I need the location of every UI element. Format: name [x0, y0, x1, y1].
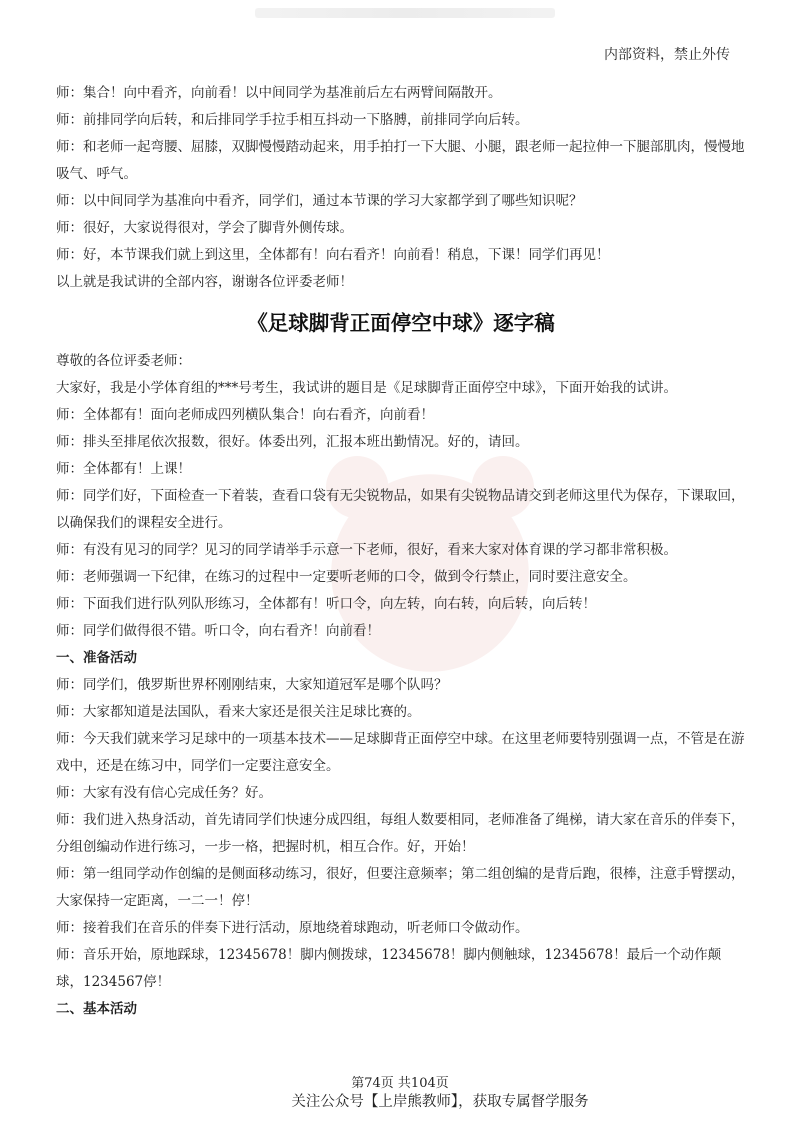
text-line: 师：接着我们在音乐的伴奏下进行活动，原地绕着球跑动，听老师口令做动作。 [56, 920, 529, 936]
text-line: 师：同学们好，下面检查一下着装，查看口袋有无尖锐物品，如果有尖锐物品请交到老师这里代为保存，下课取回，以确保我们的课程安全进行。 [56, 488, 745, 531]
document-body [56, 80, 746, 1023]
text-line: 师：前排同学向后转，和后排同学手拉手相互抖动一下胳膊，前排同学向后转。 [56, 112, 529, 128]
text-line: 以上就是我试讲的全部内容，谢谢各位评委老师！ [56, 274, 353, 290]
text-line: 师：排头至排尾依次报数，很好。体委出列，汇报本班出勤情况。好的，请回。 [56, 434, 529, 450]
text-line: 师：同学们，俄罗斯世界杯刚刚结束，大家知道冠军是哪个队吗？ [56, 677, 448, 693]
page-number: 第74页 共104页 [351, 1076, 449, 1091]
text-line: 尊敬的各位评委老师： [56, 353, 191, 369]
text-line: 师：和老师一起弯腰、屈膝，双脚慢慢踏动起来，用手拍打一下大腿、小腿，跟老师一起拉伸一下腿部肌肉，慢慢地吸气、呼气。 [56, 139, 745, 182]
confidential-note: 内部资料，禁止外传 [604, 47, 730, 63]
section-heading: 一、准备活动 [56, 650, 137, 666]
text-line: 师：今天我们就来学习足球中的一项基本技术——足球脚背正面停空中球。在这里老师要特别强调一点，不管是在游戏中，还是在练习中，同学们一定要注意安全。 [56, 731, 745, 774]
header-blur [255, 8, 555, 18]
text-line: 师：好，本节课我们就上到这里，全体都有！向右看齐！向前看！稍息，下课！同学们再见！ [56, 247, 610, 263]
text-line: 师：同学们做得很不错。听口令，向右看齐！向前看！ [56, 623, 380, 639]
text-line: 师：第一组同学动作创编的是侧面移动练习，很好，但要注意频率；第二组创编的是背后跑，很棒，注意手臂摆动，大家保持一定距离，一二一！停！ [56, 866, 745, 909]
text-line: 师：下面我们进行队列队形练习，全体都有！听口令，向左转，向右转，向后转，向后转！ [56, 596, 596, 612]
document-title: 《足球脚背正面停空中球》逐字稿 [247, 311, 555, 335]
promo-text: 关注公众号【上岸熊教师】，获取专属督学服务 [291, 1094, 589, 1110]
text-line: 大家好，我是小学体育组的***号考生，我试讲的题目是《足球脚背正面停空中球》，下面开始我的试讲。 [56, 380, 677, 396]
text-line: 师：老师强调一下纪律，在练习的过程中一定要听老师的口令，做到令行禁止，同时要注意安全。 [56, 569, 637, 585]
text-line: 师：我们进入热身活动，首先请同学们快速分成四组，每组人数要相同，老师准备了绳梯，请大家在音乐的伴奏下，分组创编动作进行练习，一步一格，把握时机，相互合作。好，开始！ [56, 812, 745, 855]
text-line: 师：很好，大家说得很对，学会了脚背外侧传球。 [56, 220, 353, 236]
text-line: 师：大家有没有信心完成任务？好。 [56, 785, 272, 801]
text-line: 师：以中间同学为基准向中看齐，同学们，通过本节课的学习大家都学到了哪些知识呢？ [56, 193, 583, 209]
text-line: 师：集合！向中看齐，向前看！以中间同学为基准前后左右两臂间隔散开。 [56, 85, 502, 101]
text-line: 师：音乐开始，原地踩球，12345678！脚内侧拨球，12345678！脚内侧触球，12345678！最后一个动作颠球，1234567停！ [56, 947, 722, 990]
text-line: 师：全体都有！上课！ [56, 461, 191, 477]
text-line: 师：大家都知道是法国队，看来大家还是很关注足球比赛的。 [56, 704, 421, 720]
text-line: 师：全体都有！面向老师成四列横队集合！向右看齐，向前看！ [56, 407, 434, 423]
text-line: 师：有没有见习的同学？见习的同学请举手示意一下老师，很好，看来大家对体育课的学习都非常积极。 [56, 542, 677, 558]
section-heading: 二、基本活动 [56, 1001, 137, 1017]
